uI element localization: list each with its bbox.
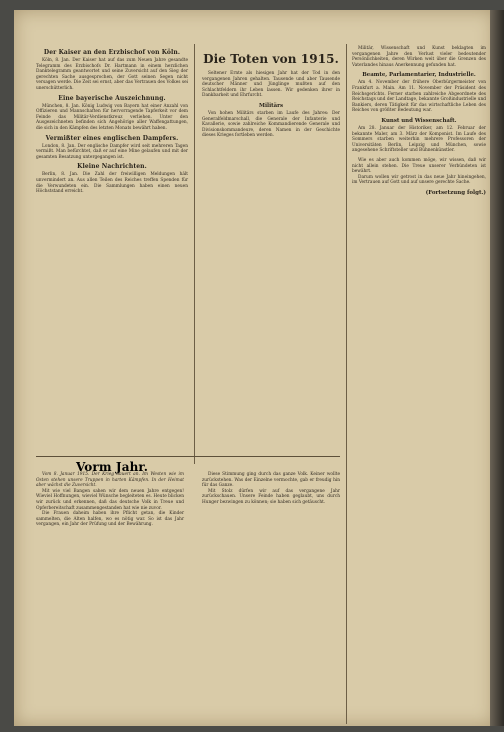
news-item (36, 95, 188, 132)
item-heading: Eine bayerische Auszeichnung. (58, 94, 166, 102)
section-divider (36, 456, 340, 457)
newspaper-page (14, 10, 494, 726)
item-text: Wie es aber auch kommen möge, wir wissen, daß wir nicht allein stehen. Die Treue unserer Verbündeten ist bewährt. (352, 157, 486, 175)
continuation-note: (Fortsetzung folgt.) (425, 189, 486, 196)
item-heading: Kunst und Wissenschaft. (381, 117, 457, 124)
item-heading: Beamte, Parlamentarier, Industrielle. (362, 72, 476, 79)
news-item (36, 135, 188, 161)
item-text: Köln, 8. Jan. Der Kaiser hat auf das zum Neuen Jahre gesandte Telegramm des Erzbischofs Dr. Hartmann in einem herzlichen Danktelegramm geantwortet und seine Zuversicht auf den Sieg der gerechten Sache ausgesprochen, der Gott seinen Segen nicht versagen werde. Die Zeit sei ernst, aber das Vertrauen des Volkes sei unerschütterlich. (36, 58, 188, 91)
item-text: München, 8. Jan. König Ludwig von Bayern hat einer Anzahl von Offizieren und Mannschaften für hervorragende Tapferkeit vor dem Feinde das Militär-Verdienstkreuz verliehen. Unter den Ausgezeichneten befinden sich Angehörige aller Waffengattungen, die sich in den Kämpfen des letzten Monats bewährt haben. (36, 103, 188, 131)
feature-paragraph: Mit Stolz dürfen wir auf das vergangene Jahr zurückschauen. Unsere Feinde haben geglaubt, uns durch Hunger bezwingen zu können; sie haben sich getäuscht. (202, 488, 340, 505)
news-item (36, 49, 188, 92)
feature-paragraph: Die Frauen daheim haben ihre Pflicht getan, die Kinder sammelten, die Alten halfen, wo es nötig war. So ist das Jahr vergangen, ein Jahr der Prüfung und der Bewährung. (36, 511, 184, 528)
feature-left (36, 472, 184, 528)
right-column (352, 46, 486, 196)
feature-paragraph: Mit wie viel Bangen sahen wir dem neuen Jahre entgegen! Wieviel Hoffnungen, wieviel Wünsche begleiteten es. Heute blicken wir zurück und erkennen, daß das deutsche Volk in Treue und Opferbereitschaft zusammengestanden hat wie nie zuvor. (36, 488, 184, 511)
feature-title: Vorm Jahr. (76, 460, 148, 474)
feature-paragraph: Diese Stimmung ging durch das ganze Volk. Keiner wollte zurückstehen. Was der Einzelne vermochte, gab er freudig hin für das Ganze. (202, 472, 340, 489)
item-heading: Kleine Nachrichten. (77, 163, 147, 171)
item-text: Darum wollen wir getrost in das neue Jahr hineingehen, im Vertrauen auf Gott und auf unsere gerechte Sache. (352, 174, 486, 186)
column-rule (346, 44, 347, 724)
left-column (36, 46, 188, 198)
item-heading: Vermißter eines englischen Dampfers. (45, 134, 179, 142)
item-text: Von hohen Militärs starben im Laufe des Jahres: Der Generalfeldmarschall, die Generale der Infanterie und Kavallerie, sowie zahlreiche Kommandierende Generale und Divisionskommandeure, deren Namen in der Geschichte dieses Krieges fortleben werden. (202, 110, 340, 139)
center-column (202, 46, 340, 139)
item-text: Am 4. November der frühere Oberbürgermeister von Frankfurt a. Main. Am 11. November der Präsident des Reichsgerichts. Ferner starben zahlreiche Abgeordnete des Reichstags und der Landtage, bekannte Großindustrielle und Bankiers, deren Tätigkeit für das wirtschaftliche Leben des Reiches von größter Bedeutung war. (352, 80, 486, 114)
item-text: Am 28. Januar der Historiker, am 12. Februar der bekannte Maler, am 3. März der Komponist. Im Laufe des Sommers starben weiterhin mehrere Professoren der Universitäten Berlin, Leipzig und München, sowie angesehene Schriftsteller und Bühnenkünstler. (352, 125, 486, 154)
news-item (36, 163, 188, 194)
feature-intro: Vom 8. Januar 1915. Der Krieg dauert an. Im Westen wie im Osten stehen unsere Truppen in harten Kämpfen. In der Heimat aber wächst die Zuversicht. (36, 472, 184, 489)
item-text: Berlin, 8. Jan. Die Zahl der freiwilligen Meldungen hält unvermindert an. Aus allen Teilen des Reiches treffen Spenden für die Verwundeten ein. Die Sammlungen haben einen neuen Höchststand erreicht. (36, 172, 188, 195)
item-heading: Der Kaiser an den Erzbischof von Köln. (43, 49, 181, 56)
column-rule (194, 44, 195, 464)
item-text: London, 8. Jan. Der englische Dampfer wird seit mehreren Tagen vermißt. Man befürchtet, daß er auf eine Mine gelaufen und mit der gesamten Besatzung untergegangen ist. (36, 143, 188, 160)
item-text: Seltener Ernte als hiesigen Jahr hat der Tod in den vergangenen Jahren gehalten. Tausende und aber Tausende deutscher Männer und Jünglinge mußten auf den Schlachtfeldern ihr Leben lassen. Wir gedenken ihrer in Dankbarkeit und Ehrfurcht. (202, 71, 340, 99)
section-title: Die Toten von 1915. (203, 52, 339, 66)
feature-middle (202, 472, 340, 506)
binding-edge (490, 10, 504, 726)
item-heading: Militärs (259, 102, 283, 109)
item-text: Militär, Wissenschaft und Kunst beklagten im vergangenen Jahre den Verlust vieler bedeutender Persönlichkeiten, deren Wirken weit über die Grenzen des Vaterlandes hinaus Anerkennung gefunden hat. (352, 46, 486, 68)
